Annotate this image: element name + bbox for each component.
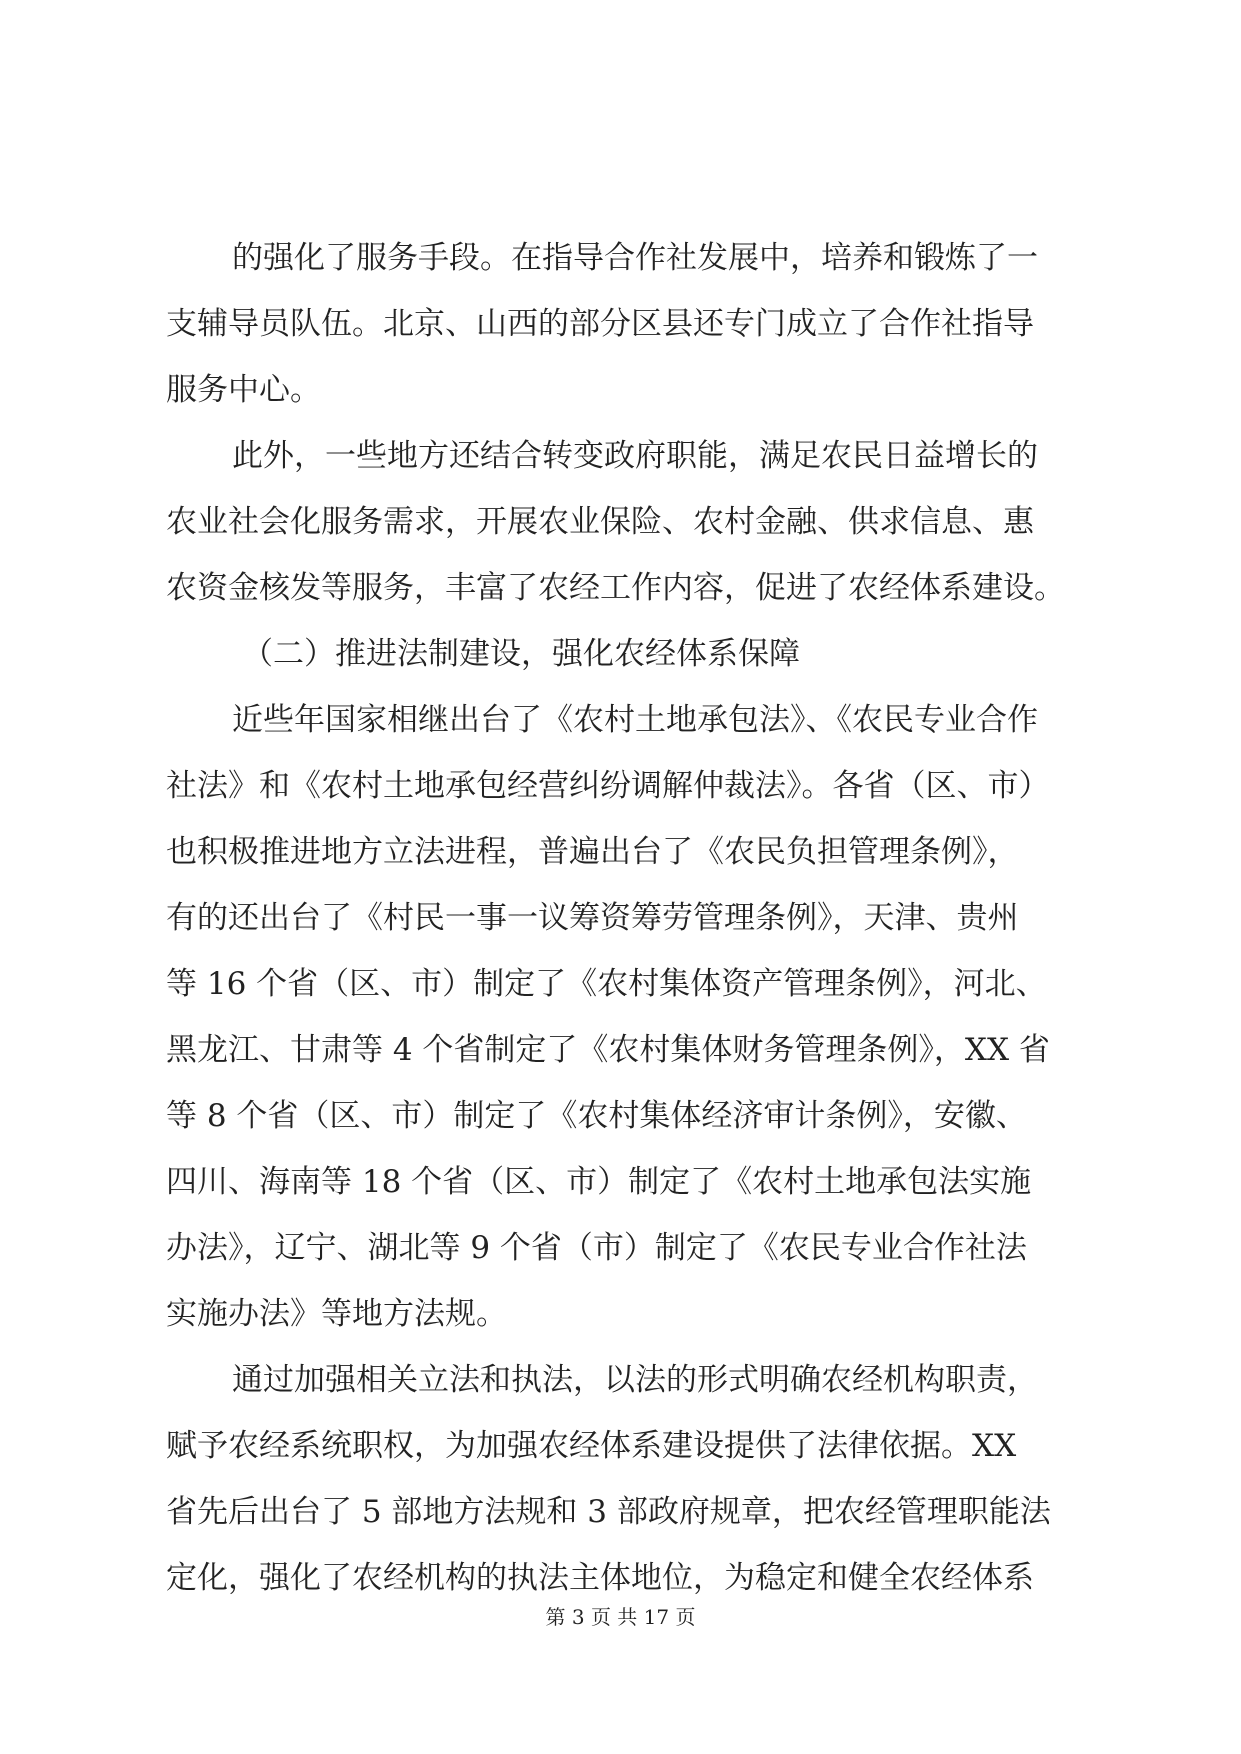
text-line: 省先后出台了 5 部地方法规和 3 部政府规章，把农经管理职能法 (166, 1494, 1051, 1530)
text-line: 四川、海南等 18 个省（区、市）制定了《农村土地承包法实施 (166, 1164, 1032, 1200)
text-line: 实施办法》等地方法规。 (166, 1296, 507, 1332)
text-line: 等 8 个省（区、市）制定了《农村集体经济审计条例》，安徽、 (166, 1098, 1027, 1134)
page-footer: 第 3 页 共 17 页 (545, 1605, 696, 1629)
section-heading: （二）推进法制建设，强化农经体系保障 (242, 636, 800, 672)
text-line: 社法》和《农村土地承包经营纠纷调解仲裁法》。各省（区、市） (166, 768, 1050, 804)
text-line: 定化，强化了农经机构的执法主体地位，为稳定和健全农经体系 (166, 1560, 1034, 1596)
text-line: 农业社会化服务需求，开展农业保险、农村金融、供求信息、惠 (166, 504, 1034, 540)
text-line: 农资金核发等服务，丰富了农经工作内容，促进了农经体系建设。 (166, 570, 1065, 606)
text-line: 此外，一些地方还结合转变政府职能，满足农民日益增长的 (232, 438, 1038, 474)
text-line: 支辅导员队伍。北京、山西的部分区县还专门成立了合作社指导 (166, 306, 1034, 342)
text-line: 也积极推进地方立法进程，普遍出台了《农民负担管理条例》， (166, 834, 1019, 870)
text-line: 办法》，辽宁、湖北等 9 个省（市）制定了《农民专业合作社法 (166, 1230, 1027, 1266)
body-text (166, 225, 1086, 1611)
text-line: 通过加强相关立法和执法，以法的形式明确农经机构职责， (232, 1362, 1038, 1398)
text-line: 等 16 个省（区、市）制定了《农村集体资产管理条例》，河北、 (166, 966, 1047, 1002)
text-line: 近些年国家相继出台了《农村土地承包法》、《农民专业合作 (232, 702, 1038, 738)
text-line: 有的还出台了《村民一事一议筹资筹劳管理条例》，天津、贵州 (166, 900, 1019, 936)
text-line: 的强化了服务手段。在指导合作社发展中，培养和锻炼了一 (232, 240, 1038, 276)
text-line: 黑龙江、甘肃等 4 个省制定了《农村集体财务管理条例》，XX 省 (166, 1032, 1050, 1068)
text-line: 赋予农经系统职权，为加强农经体系建设提供了法律依据。XX (166, 1428, 1017, 1464)
text-line: 服务中心。 (166, 372, 321, 408)
